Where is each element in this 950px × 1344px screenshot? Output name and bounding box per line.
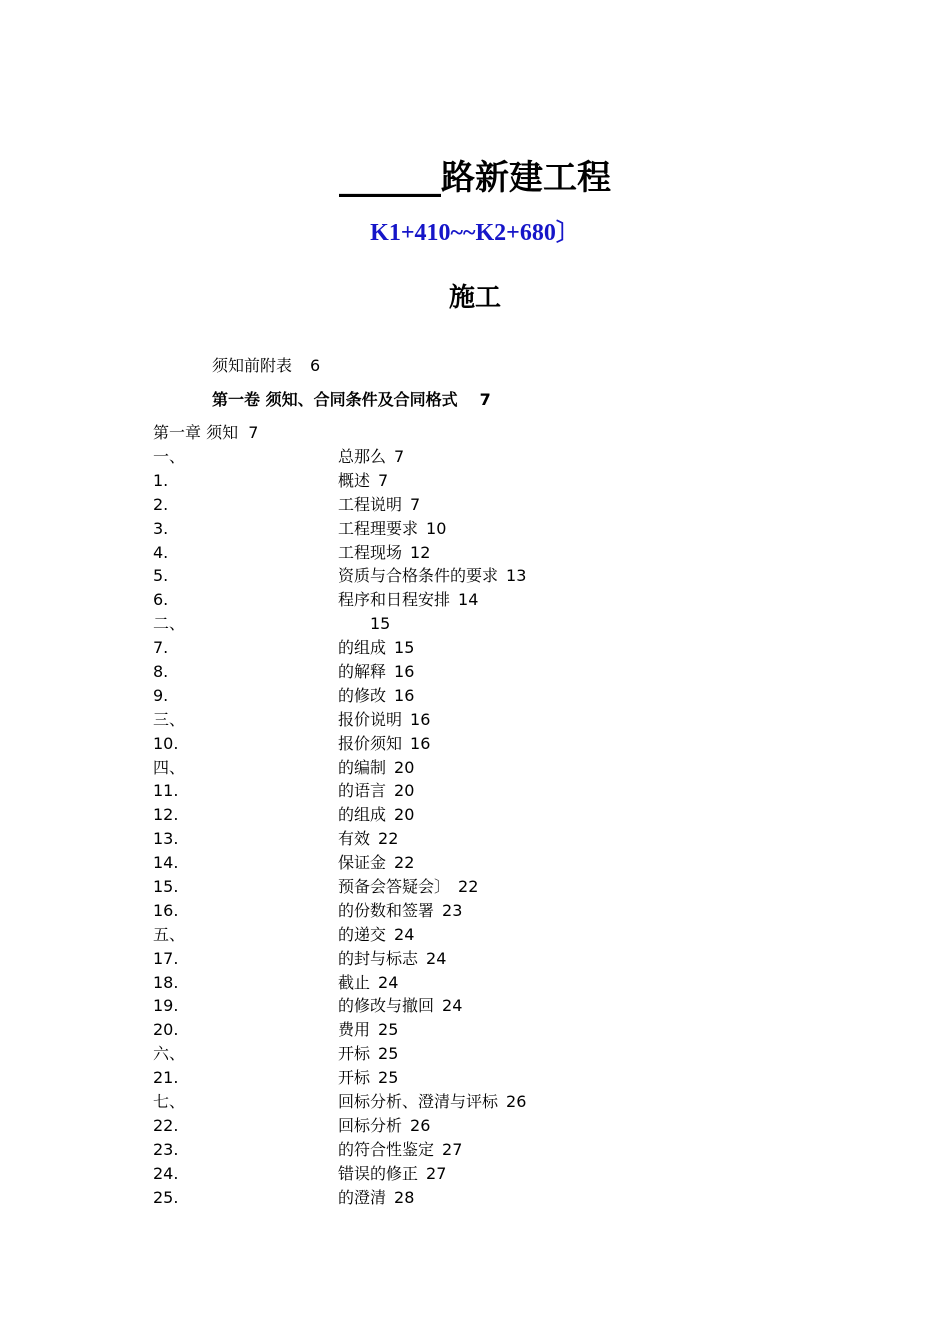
toc-entry-page: 25 — [378, 1020, 399, 1040]
toc-entry-number: 19. — [153, 996, 179, 1016]
toc-entry-label: 报价说明 — [338, 709, 403, 729]
toc-entry — [153, 948, 753, 972]
toc-entry-number: 11. — [153, 781, 179, 801]
toc-entry-number: 4. — [153, 542, 169, 562]
toc-entry-text — [338, 613, 390, 635]
toc-entry-number: 13. — [153, 829, 179, 849]
toc-entry — [153, 780, 753, 804]
toc-entry-page: 24 — [378, 972, 399, 992]
toc-entry-page: 25 — [378, 1068, 399, 1088]
toc-entry-number: 24. — [153, 1163, 179, 1183]
toc-entry-page: 22 — [394, 853, 415, 873]
toc-entry-page: 12 — [410, 542, 431, 562]
toc-entry-page: 25 — [378, 1044, 399, 1064]
toc-entry-number: 21. — [153, 1068, 179, 1088]
toc-volume-1-label: 第一卷 须知、合同条件及合同格式 — [212, 390, 458, 409]
toc-entry — [153, 876, 753, 900]
toc-entry-page: 24 — [426, 948, 447, 968]
toc-entry-label: 的符合性鉴定 — [338, 1139, 435, 1159]
toc-entry-number: 9. — [153, 685, 169, 705]
toc-entry-text — [338, 637, 414, 659]
toc-entry-text — [338, 1043, 398, 1065]
toc-entry-text — [338, 685, 414, 707]
toc-entry-number: 六、 — [153, 1044, 186, 1064]
toc-volume-1-page: 7 — [479, 390, 491, 409]
toc-entry-page: 20 — [394, 805, 415, 825]
toc-entry — [153, 709, 753, 733]
toc-entry-label: 的份数和签署 — [338, 900, 435, 920]
toc-entry-label: 有效 — [338, 829, 371, 849]
toc-entry-number: 一、 — [153, 447, 186, 466]
toc-entry — [153, 470, 753, 494]
toc-entry-page: 16 — [410, 733, 431, 753]
toc-entry — [153, 1139, 753, 1163]
toc-entry-label: 开标 — [338, 1068, 371, 1088]
toc-entry-number: 五、 — [153, 924, 186, 944]
toc-entry-text — [338, 757, 414, 779]
toc-entry-number: 二、 — [153, 614, 186, 634]
toc-entry-text — [338, 661, 414, 683]
toc-entry-number: 20. — [153, 1020, 179, 1040]
toc-entry — [153, 828, 753, 852]
toc-entry-label: 费用 — [338, 1020, 371, 1040]
toc-entry-label: 报价须知 — [338, 733, 403, 753]
toc-entry-number: 8. — [153, 662, 169, 682]
toc-entry-label: 总那么 — [338, 447, 387, 466]
toc-entry-number: 17. — [153, 948, 179, 968]
toc-entry-text — [338, 518, 446, 540]
toc-entry-text — [338, 446, 404, 468]
toc-entry-text — [338, 470, 388, 492]
toc-entry-label: 的组成 — [338, 638, 387, 658]
toc-entry-label: 概述 — [338, 470, 371, 490]
toc-entry-page: 7 — [394, 447, 405, 466]
toc-entry-page: 16 — [394, 662, 415, 682]
toc-entry-page: 14 — [458, 590, 479, 610]
document-title: ______路新建工程 — [339, 158, 611, 198]
toc-entry-number: 22. — [153, 1115, 179, 1135]
toc-entry-text — [338, 924, 414, 946]
toc-entry-page: 24 — [394, 924, 415, 944]
toc-entry — [153, 446, 753, 470]
toc-entry — [153, 757, 753, 781]
toc-volume-1 — [212, 389, 491, 411]
toc-entry-label: 工程现场 — [338, 542, 403, 562]
toc-chapter-1-label: 第一章 须知 — [153, 423, 239, 442]
toc-entry-number: 2. — [153, 494, 169, 514]
toc-entry-text — [338, 972, 398, 994]
toc-entry-number: 25. — [153, 1187, 179, 1207]
toc-entry-text — [338, 948, 446, 970]
toc-entry-page: 15 — [394, 638, 415, 658]
toc-entry-label: 预备会答疑会〕 — [338, 877, 451, 897]
toc-entry-page: 7 — [410, 494, 421, 514]
toc-entry-number: 10. — [153, 733, 179, 753]
toc-entry — [153, 1163, 753, 1187]
toc-entry-number: 12. — [153, 805, 179, 825]
toc-entry-label: 保证金 — [338, 853, 387, 873]
toc-entry-text — [338, 1019, 398, 1041]
toc-entry-label: 的澄清 — [338, 1187, 387, 1207]
toc-entry-label: 的修改 — [338, 685, 387, 705]
toc-entry — [153, 1091, 753, 1115]
toc-entry-text — [338, 1115, 430, 1137]
toc-entry-number: 1. — [153, 470, 169, 490]
toc-chapter-1-page: 7 — [248, 423, 259, 442]
toc-entry-page: 15 — [370, 614, 391, 634]
toc-entry-number: 四、 — [153, 757, 186, 777]
toc-entry — [153, 685, 753, 709]
toc-entry-text — [338, 1187, 414, 1209]
toc-entry — [153, 900, 753, 924]
toc-entry-text — [338, 804, 414, 826]
toc-entry-text — [338, 780, 414, 802]
toc-entry-number: 6. — [153, 590, 169, 610]
toc-entry-label: 的封与标志 — [338, 948, 419, 968]
toc-entry-number: 14. — [153, 853, 179, 873]
toc-entry-text — [338, 995, 462, 1017]
toc-entry-text — [338, 1091, 526, 1113]
toc-entry — [153, 613, 753, 637]
toc-entry-page: 13 — [506, 566, 527, 586]
toc-entry-text — [338, 1163, 446, 1185]
toc-entry-number: 七、 — [153, 1092, 186, 1112]
toc-entry — [153, 1067, 753, 1091]
toc-entry-number: 三、 — [153, 709, 186, 729]
document-heading: 施工 — [448, 283, 501, 313]
toc-entry-label: 截止 — [338, 972, 371, 992]
document-subtitle: K1+410~~K2+680〕 — [370, 220, 580, 246]
toc-entry — [153, 518, 753, 542]
toc-entry-text — [338, 852, 414, 874]
toc-entry-label: 工程理要求 — [338, 518, 419, 538]
toc-entry — [153, 995, 753, 1019]
toc-entry-label: 程序和日程安排 — [338, 590, 451, 610]
toc-entry-page: 20 — [394, 757, 415, 777]
toc-entry-text — [338, 828, 398, 850]
toc-entry — [153, 1187, 753, 1211]
toc-entry — [153, 1019, 753, 1043]
toc-entry — [153, 494, 753, 518]
toc-entry — [153, 804, 753, 828]
toc-entry-page: 7 — [378, 470, 389, 490]
toc-entry-label: 回标分析 — [338, 1115, 403, 1135]
toc-front-table-page: 6 — [310, 356, 321, 375]
toc-entry-page: 10 — [426, 518, 447, 538]
toc-entry-label: 回标分析、澄清与评标 — [338, 1092, 499, 1112]
toc-entry-number: 18. — [153, 972, 179, 992]
toc-entry-number: 5. — [153, 566, 169, 586]
toc-entry-page: 20 — [394, 781, 415, 801]
toc-entry-page: 22 — [458, 877, 479, 897]
toc-entry-page: 27 — [426, 1163, 447, 1183]
toc-entry-number: 15. — [153, 877, 179, 897]
toc-entry-label: 错误的修正 — [338, 1163, 419, 1183]
toc-entry — [153, 852, 753, 876]
toc-chapter-1 — [153, 422, 258, 444]
toc-entry-label: 的修改与撤回 — [338, 996, 435, 1016]
toc-entry — [153, 1043, 753, 1067]
toc-entry-label: 资质与合格条件的要求 — [338, 566, 499, 586]
toc-front-table — [212, 355, 320, 377]
toc-entry-page: 16 — [410, 709, 431, 729]
toc-entry — [153, 542, 753, 566]
toc-entry-page: 24 — [442, 996, 463, 1016]
toc-entry-label: 的编制 — [338, 757, 387, 777]
toc-entry — [153, 924, 753, 948]
toc-entry-page: 26 — [506, 1092, 527, 1112]
toc-entry — [153, 661, 753, 685]
toc-entry — [153, 733, 753, 757]
toc-entry-text — [338, 1139, 462, 1161]
toc-entry-number: 16. — [153, 900, 179, 920]
toc-front-table-label: 须知前附表 — [212, 356, 293, 375]
toc-entry-text — [338, 589, 478, 611]
toc-entry — [153, 1115, 753, 1139]
toc-entry-page: 23 — [442, 900, 463, 920]
toc-entry-page: 16 — [394, 685, 415, 705]
toc-entry-label: 的组成 — [338, 805, 387, 825]
toc-entry-text — [338, 565, 526, 587]
toc-entry-text — [338, 542, 430, 564]
toc-entry-number: 23. — [153, 1139, 179, 1159]
toc-entry-text — [338, 876, 478, 898]
toc-entry-label: 的递交 — [338, 924, 387, 944]
toc-entry — [153, 589, 753, 613]
toc-entry-text — [338, 733, 430, 755]
toc-entry-text — [338, 494, 420, 516]
toc-entry-text — [338, 1067, 398, 1089]
toc-entry-page: 28 — [394, 1187, 415, 1207]
toc-entry-label: 的语言 — [338, 781, 387, 801]
toc-entry-number: 7. — [153, 638, 169, 658]
toc-entry-page: 22 — [378, 829, 399, 849]
toc-entry-label: 开标 — [338, 1044, 371, 1064]
toc-entry-text — [338, 709, 430, 731]
toc-entry-page: 27 — [442, 1139, 463, 1159]
toc-entries — [153, 446, 753, 1211]
toc-entry-label: 工程说明 — [338, 494, 403, 514]
toc-entry — [153, 637, 753, 661]
toc-entry-number: 3. — [153, 518, 169, 538]
toc-entry-label: 的解释 — [338, 662, 387, 682]
toc-entry — [153, 565, 753, 589]
toc-entry-text — [338, 900, 462, 922]
toc-entry — [153, 972, 753, 996]
toc-entry-page: 26 — [410, 1115, 431, 1135]
